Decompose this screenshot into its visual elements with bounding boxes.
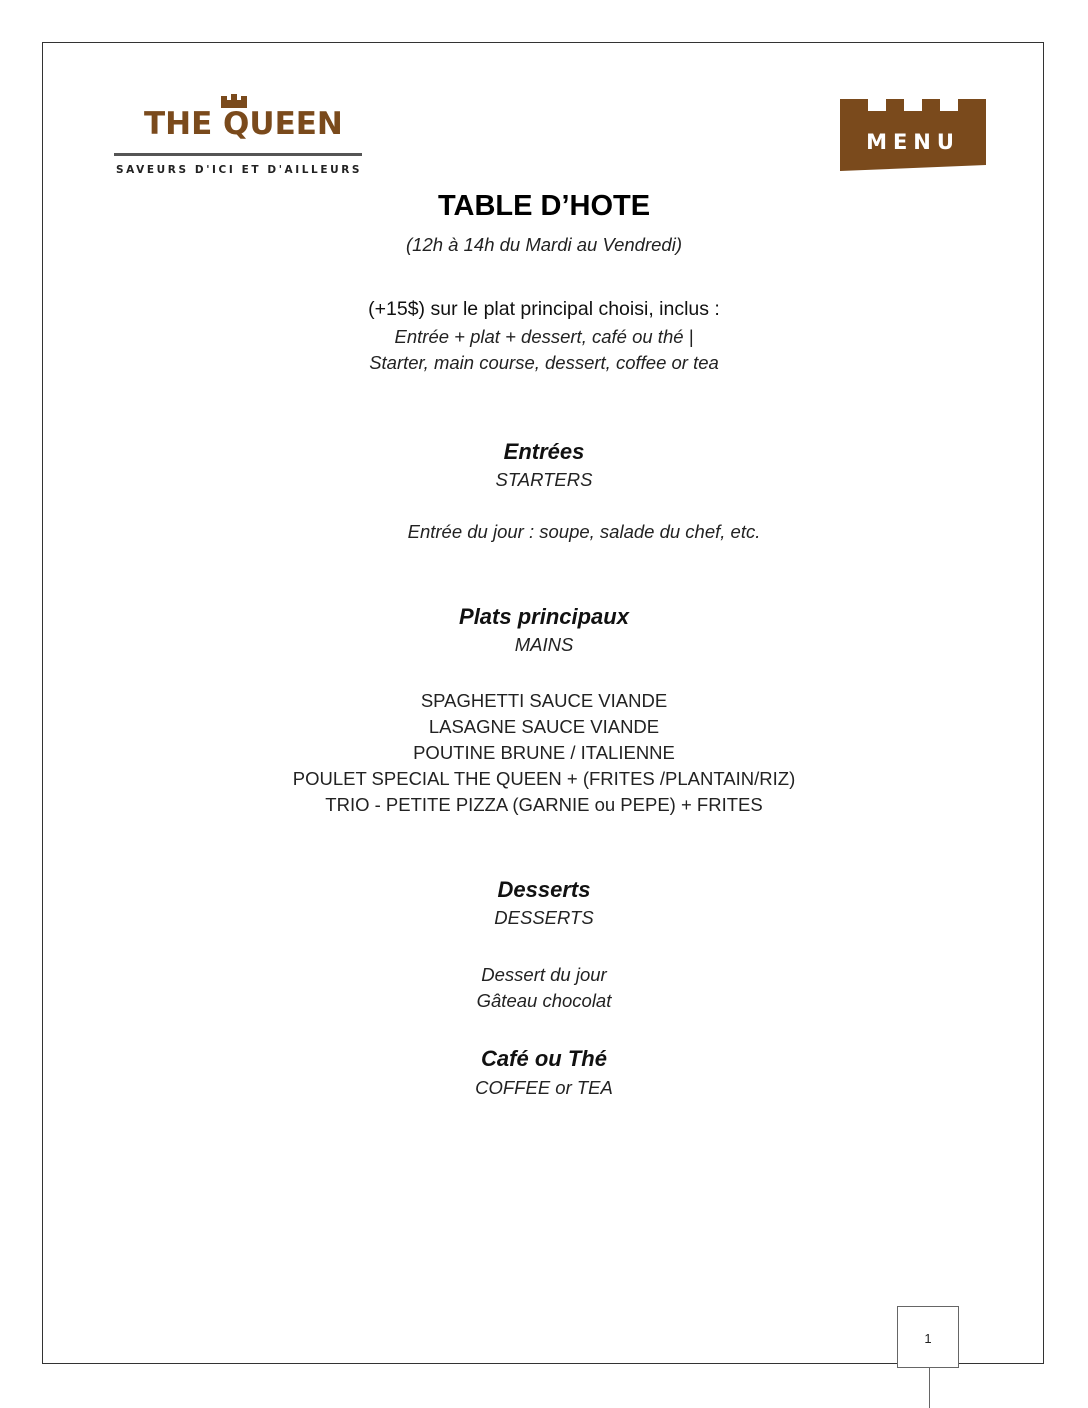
service-hours: (12h à 14h du Mardi au Vendredi) bbox=[406, 234, 682, 255]
section-subtitle-starters: STARTERS bbox=[495, 469, 593, 490]
list-item: Dessert du jour bbox=[481, 964, 607, 985]
pricing-includes-fr: Entrée + plat + dessert, café ou thé | bbox=[394, 326, 694, 347]
menu-badge-label: MENU bbox=[866, 130, 960, 154]
section-subtitle-mains: MAINS bbox=[514, 634, 574, 655]
pricing-line: (+15$) sur le plat principal choisi, inclus : bbox=[368, 298, 720, 320]
the-queen-logo bbox=[114, 92, 366, 182]
logo-rule bbox=[114, 153, 362, 156]
section-title-desserts: Desserts bbox=[497, 877, 591, 902]
list-item: Gâteau chocolat bbox=[476, 990, 612, 1011]
list-item: POULET SPECIAL THE QUEEN + (FRITES /PLANTAIN/RIZ) bbox=[292, 768, 796, 789]
page-number: 1 bbox=[924, 1331, 932, 1346]
list-item: SPAGHETTI SAUCE VIANDE bbox=[420, 690, 668, 711]
section-subtitle-desserts: DESSERTS bbox=[494, 907, 594, 928]
section-title-mains: Plats principaux bbox=[459, 604, 629, 629]
logo-tagline: SAVEURS D'ICI ET D'AILLEURS bbox=[116, 164, 363, 176]
page-number-stem bbox=[929, 1368, 930, 1408]
section-title-starters: Entrées bbox=[503, 439, 585, 464]
section-subtitle-drinks: COFFEE or TEA bbox=[475, 1077, 613, 1098]
page-number-box bbox=[897, 1306, 959, 1368]
pricing-includes-en: Starter, main course, dessert, coffee or tea bbox=[369, 352, 719, 373]
logo-name: THE QUEEN bbox=[144, 106, 343, 142]
section-title-drinks: Café ou Thé bbox=[481, 1046, 607, 1071]
list-item: Entrée du jour : soupe, salade du chef, etc. bbox=[407, 521, 761, 542]
list-item: TRIO - PETITE PIZZA (GARNIE ou PEPE) + FRITES bbox=[325, 794, 763, 815]
page-title: TABLE D’HOTE bbox=[437, 190, 651, 222]
menu-badge bbox=[838, 97, 988, 173]
list-item: LASAGNE SAUCE VIANDE bbox=[428, 716, 660, 737]
list-item: POUTINE BRUNE / ITALIENNE bbox=[413, 742, 675, 763]
